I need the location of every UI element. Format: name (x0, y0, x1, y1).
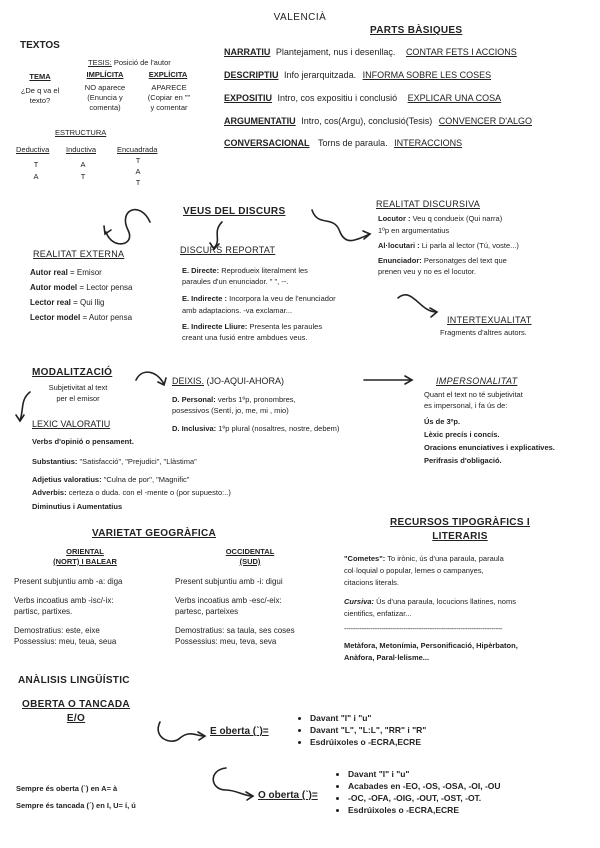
parts-text: Plantejament, nus i desenllaç. (275, 47, 396, 57)
lector-model-text: = Autor pensa (82, 313, 133, 322)
intertext-text: Fragments d'altres autors. (440, 328, 527, 337)
oriental-line-3: partisc, partixes. (14, 607, 73, 616)
recursos-heading-2: LITERARIS (432, 531, 488, 542)
lexic-item-text: certeza o duda. con el -mente o (por supuesto:..) (68, 488, 231, 497)
deductiva-label: Deductiva (16, 145, 50, 154)
parts-label: NARRATIU (224, 47, 271, 57)
deixis-personal-label: D. Personal: (172, 395, 216, 404)
tema-label: TEMA (29, 72, 51, 81)
deductiva-t: T (33, 160, 39, 169)
intertext-heading: INTERTEXUALITAT (447, 315, 532, 325)
cometes-label: "Cometes": (344, 554, 386, 563)
modal-sub-1: Subjetivitat al text (48, 383, 108, 392)
recursos-heading-1: RECURSOS TIPOGRÀFICS I (390, 517, 530, 528)
explicita-label: EXPLÍCITA (148, 70, 188, 79)
tesis-text: Posició de l'autor (113, 58, 171, 67)
parts-row-expositiu (224, 92, 501, 104)
implicita-line-1: NO aparece (84, 83, 126, 92)
note-tancada: Sempre és tancada (´) en I, U= í, ú (16, 801, 136, 810)
occidental-line-5: Possessius: meu, teva, seva (175, 637, 277, 646)
enunciador-line-2: prenen veu y no es el locutor. (378, 267, 476, 276)
occidental-line-2: Verbs incoatius amb -esc/-eix: (175, 596, 282, 605)
cursiva-label: Cursiva: (344, 597, 375, 606)
autor-model-text: = Lector pensa (79, 283, 133, 292)
parts-purpose: INTERACCIONS (394, 138, 463, 148)
autor-real-label: Autor real (30, 268, 68, 277)
inductiva-t: T (80, 172, 86, 181)
e-directe-text: Reprodueix literalment les (221, 266, 308, 275)
lexic-item-substantius (32, 457, 197, 467)
cometes-text: To irònic, ús d'una paraula, paraula (387, 554, 504, 563)
arrowhead-veus-left (104, 226, 111, 234)
lexic-item-label: Adverbis: (32, 488, 67, 497)
encuadrada-t2: T (135, 178, 141, 187)
implicita-line-2: (Enuncia y (87, 93, 123, 102)
autor-real-row (30, 268, 102, 278)
locutor-text: Veu q condueix (Qui narra) (412, 214, 503, 223)
e-indirecte-lliure-text: Presenta les paraules (249, 322, 323, 331)
recursos-divider: ------------------------------------------------------------------------ (344, 624, 503, 633)
implicita-line-3: comenta) (89, 103, 121, 112)
inductiva-label: Inductiva (66, 145, 97, 154)
cursiva-line-2: cientifics, enfatizar... (344, 609, 412, 618)
lector-real-text: = Qui llig (73, 298, 105, 307)
encuadrada-label: Encuadrada (117, 145, 158, 154)
occidental-line-1: Present subjuntiu amb -i: digui (175, 577, 283, 586)
lexic-item-adjetius (32, 475, 189, 485)
lexic-item-label: Verbs d'opinió o pensament. (32, 437, 134, 446)
tesis-label: TESIS: (88, 58, 112, 67)
imp-line-1: Quant el text no té subjetivitat (424, 390, 523, 399)
lexic-item-verbs (32, 437, 134, 447)
deixis-personal-text: verbs 1ºp, pronombres, (217, 395, 296, 404)
cometes-line-2: col·loquial o popular, lemes o campanyes, (344, 566, 484, 575)
lexic-item-diminutius (32, 502, 122, 512)
parts-row-descriptiu (224, 69, 491, 81)
parts-label: ARGUMENTATIU (224, 116, 296, 126)
deixis-sub: (JO-AQUI-AHORA) (206, 376, 285, 386)
cursiva-text: Ús d'una paraula, locucions llatines, noms (376, 597, 516, 606)
locutor-line-1 (378, 214, 502, 224)
occidental-label-2: (SUD) (239, 557, 261, 566)
e-directe-line-1 (182, 266, 308, 276)
autor-model-label: Autor model (30, 283, 78, 292)
tema-question-1: ¿De q va el (20, 86, 60, 95)
locutor-label: Locutor : (378, 214, 411, 223)
occidental-line-4: Demostratius: sa taula, ses coses (175, 626, 295, 635)
deixis-row (172, 375, 284, 387)
enunciador-line-1 (378, 256, 507, 266)
parts-heading: PARTS BÀSIQUES (370, 25, 463, 36)
page-title: VALENCIÀ (273, 12, 327, 23)
arrow-intertext (398, 295, 436, 312)
analisis-sub-2: E/O (66, 713, 86, 724)
figures-line-2: Anàfora, Paral·lelisme... (344, 653, 430, 662)
autor-model-row (30, 283, 133, 293)
e-directe-label: E. Directe: (182, 266, 220, 275)
parts-text: Intro, cos(Argu), conclusió(Tesis) (301, 116, 433, 126)
o-oberta-rule: • Esdrúixoles o -ECRA,ECRE (348, 804, 501, 816)
impersonalitat-heading: IMPERSONALITAT (436, 376, 518, 386)
figures-line-1: Metàfora, Metonímia, Personificació, Hipèrbaton, (344, 641, 518, 650)
arrow-veus-left (106, 210, 150, 244)
o-oberta-rule: • -OC, -OFA, -OIG, -OUT, -OST, -OT. (348, 792, 501, 804)
deixis-inclusiva-label: D. Inclusiva: (172, 424, 217, 433)
arrow-e-oberta (158, 722, 204, 741)
parts-purpose: EXPLICAR UNA COSA (407, 93, 502, 103)
arrow-veus-right (312, 210, 370, 241)
cursiva-line-1 (344, 597, 516, 607)
parts-row-conversacional (224, 137, 462, 149)
e-oberta-rule: • Davant "L", "L:L", "RR" i "R" (310, 724, 426, 736)
deductiva-a: A (33, 172, 39, 181)
o-oberta-list (334, 768, 501, 816)
e-oberta-label: E oberta (ˋ)= (210, 726, 269, 737)
e-directe-line-2: paraules d'un enunciador. " ", --. (182, 277, 289, 286)
occidental-line-3: partesc, parteixes (175, 607, 239, 616)
estructura-label: ESTRUCTURA (55, 128, 107, 137)
parts-purpose: CONTAR FETS I ACCIONS (405, 47, 517, 57)
oriental-label-1: ORIENTAL (66, 547, 104, 556)
e-oberta-rule: • Esdrúixoles o -ECRA,ECRE (310, 736, 426, 748)
parts-text: Torns de paraula. (318, 138, 388, 148)
imp-item-perifrasis: Perifrasis d'obligació. (424, 456, 502, 465)
parts-row-narratiu (224, 46, 517, 58)
imp-item-lexic: Lèxic precís i concís. (424, 430, 500, 439)
imp-line-2: es impersonal, i fa ús de: (424, 401, 508, 410)
lector-model-row (30, 313, 132, 323)
cometes-line-1 (344, 554, 504, 564)
parts-row-argumentatiu (224, 115, 532, 127)
realitat-discursiva-heading: REALITAT DISCURSIVA (376, 199, 481, 209)
lexic-item-label: Substantius: (32, 457, 78, 466)
oriental-line-5: Possessius: meu, teua, seua (14, 637, 117, 646)
e-indirecte-label: E. Indirecte : (182, 294, 228, 303)
oriental-line-1: Present subjuntiu amb -a: diga (14, 577, 123, 586)
textos-heading: TEXTOS (20, 40, 60, 51)
allocutari-text: Li parla al lector (Tú, voste...) (421, 241, 519, 250)
encuadrada-a: A (135, 167, 141, 176)
cometes-line-3: citacions literals. (344, 578, 400, 587)
lector-real-label: Lector real (30, 298, 71, 307)
parts-label: CONVERSACIONAL (224, 138, 310, 148)
encuadrada-t1: T (135, 156, 141, 165)
veus-heading: VEUS DEL DISCURS (183, 206, 286, 217)
imp-item-oracions: Oracions enunciatives i explicatives. (424, 443, 555, 452)
e-oberta-rule: • Davant "l" i "u" (310, 712, 426, 724)
implicita-label: IMPLÍCITA (86, 70, 124, 79)
modal-sub-2: per el emisor (56, 394, 100, 403)
e-indirecte-line-1 (182, 294, 336, 304)
explicita-line-2: (Copiar en "" (147, 93, 191, 102)
lexic-item-text: "Satisfacció", "Prejudici", "Llàstima" (79, 457, 197, 466)
o-oberta-rule: • Davant "l" i "u" (348, 768, 501, 780)
lexic-item-text: "Culna de por", "Magnific" (103, 475, 190, 484)
parts-text: Info jerarquitzada. (284, 70, 357, 80)
e-indirecte-lliure-label: E. Indirecte Lliure: (182, 322, 248, 331)
lexic-item-label: Diminutius i Aumentatius (32, 502, 123, 511)
lector-model-label: Lector model (30, 313, 81, 322)
deixis-inclusiva-line (172, 424, 339, 434)
explicita-line-1: APARECE (151, 83, 187, 92)
allocutari-line (378, 241, 519, 251)
autor-real-text: = Emisor (70, 268, 102, 277)
tesis-row (88, 58, 171, 68)
oriental-line-4: Demostratius: este, eixe (14, 626, 100, 635)
lector-real-row (30, 298, 105, 308)
lexic-item-label: Adjetius valoratius: (32, 475, 102, 484)
e-indirecte-lliure-line-2: creant una fusió entre ambdues veus. (182, 333, 308, 342)
deixis-personal-line-1 (172, 395, 296, 405)
parts-purpose: CONVENCER D'ALGO (438, 116, 532, 126)
parts-label: DESCRIPTIU (224, 70, 279, 80)
modal-heading: MODALITZACIÓ (32, 367, 113, 378)
lexic-item-adverbis (32, 488, 231, 498)
locutor-line-2: 1ºp en argumentatius (378, 226, 450, 235)
deixis-heading: DEIXIS. (172, 376, 205, 386)
explicita-line-3: y comentar (150, 103, 188, 112)
discurs-reportat-heading: DISCURS REPORTAT (180, 245, 276, 255)
lexic-heading: LEXIC VALORATIU (32, 419, 111, 429)
varietat-heading: VARIETAT GEOGRÀFICA (92, 528, 217, 539)
imp-item-3p: Ús de 3ºp. (424, 417, 461, 426)
parts-label: EXPOSITIU (224, 93, 273, 103)
deixis-personal-line-2: posessivos (Sentí, jo, me, mi , mio) (172, 406, 289, 415)
analisis-heading: ANÀLISIS LINGÜÍSTIC (18, 675, 130, 686)
allocutari-label: Al·locutari : (378, 241, 420, 250)
inductiva-a: A (80, 160, 86, 169)
analisis-sub-1: OBERTA O TANCADA (22, 699, 130, 710)
occidental-label-1: OCCIDENTAL (225, 547, 275, 556)
note-oberta: Sempre és oberta (ˋ) en A= à (16, 784, 118, 793)
deixis-inclusiva-text: 1ºp plural (nosaltres, nostre, debem) (218, 424, 340, 433)
o-oberta-label: O oberta (ˋ)= (258, 790, 318, 801)
parts-text: Intro, cos expositiu i conclusió (277, 93, 398, 103)
e-indirecte-line-2: amb adaptacions. -va exclamar... (182, 306, 293, 315)
tema-question-2: texto? (29, 96, 51, 105)
parts-purpose: INFORMA SOBRE LES COSES (362, 70, 492, 80)
realitat-externa-heading: REALITAT EXTERNA (33, 249, 125, 259)
e-indirecte-text: Incorpora la veu de l'enunciador (229, 294, 336, 303)
e-indirecte-lliure-line-1 (182, 322, 322, 332)
o-oberta-rule: • Acabades en -EO, -OS, -OSA, -OI, -OU (348, 780, 501, 792)
oriental-line-2: Verbs incoatius amb -isc/-ix: (14, 596, 114, 605)
enunciador-label: Enunciador: (378, 256, 422, 265)
e-oberta-list (296, 712, 426, 748)
enunciador-text: Personatges del text que (423, 256, 507, 265)
oriental-label-2: (NORT) I BALEAR (53, 557, 117, 566)
